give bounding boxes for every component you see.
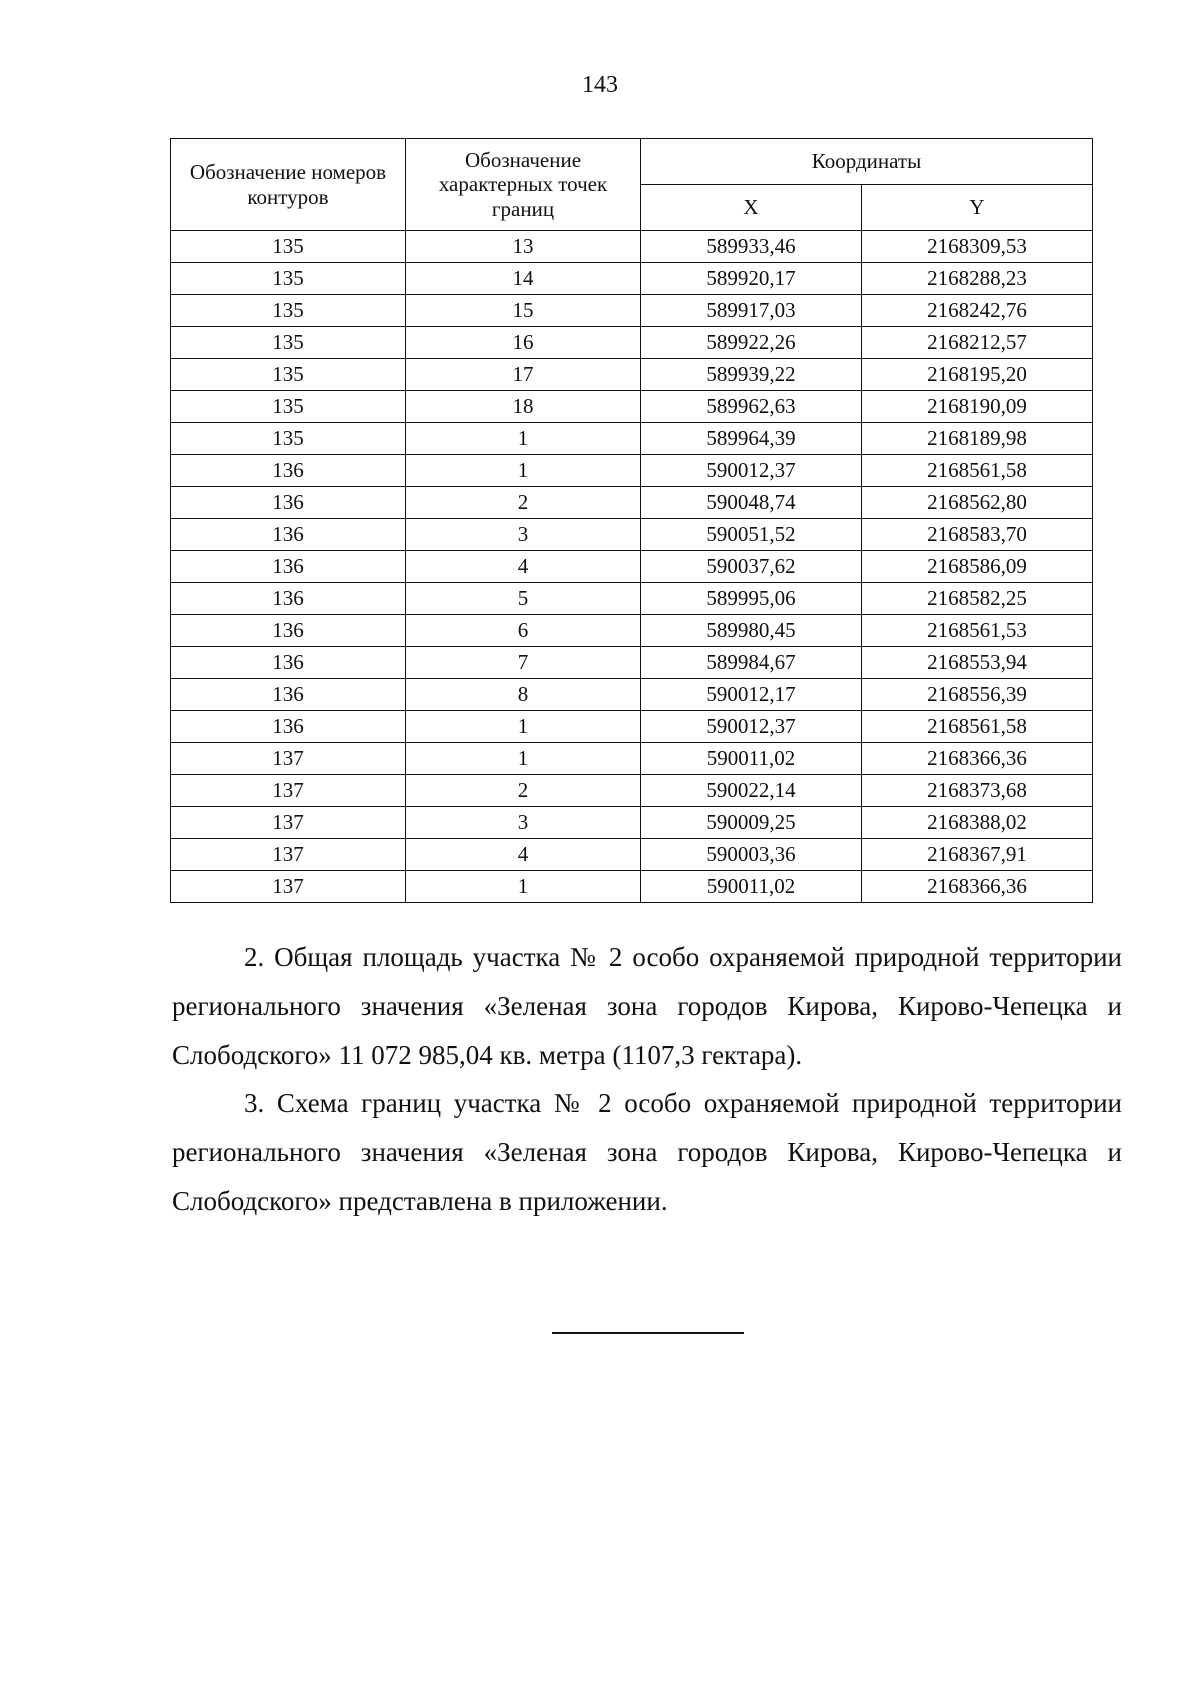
table-row	[171, 391, 1093, 423]
contour-number-cell: 135	[171, 295, 406, 327]
contour-number-cell: 136	[171, 647, 406, 679]
point-number-cell: 2	[406, 775, 641, 807]
y-coordinate-cell: 2168190,09	[862, 391, 1093, 423]
point-number-cell: 13	[406, 231, 641, 263]
point-number-cell: 4	[406, 551, 641, 583]
x-coordinate-cell: 590009,25	[641, 807, 862, 839]
table-row	[171, 359, 1093, 391]
contour-number-cell: 135	[171, 423, 406, 455]
point-number-cell: 8	[406, 679, 641, 711]
point-number-cell: 14	[406, 263, 641, 295]
table-row	[171, 615, 1093, 647]
table-row	[171, 519, 1093, 551]
table-row	[171, 775, 1093, 807]
table-row	[171, 423, 1093, 455]
x-coordinate-cell: 589964,39	[641, 423, 862, 455]
y-coordinate-cell: 2168586,09	[862, 551, 1093, 583]
header-contour-numbers: Обозначение номеров контуров	[171, 139, 406, 231]
paragraph-text: 2. Общая площадь участка № 2 особо охраняемой природной территории регионального значения «Зеленая зона городов Кирова, Кирово-Чепецка и Слободского» 11 072 985,04 кв. метра (1107,3 гектара).	[172, 942, 1122, 1070]
x-coordinate-cell: 590003,36	[641, 839, 862, 871]
x-coordinate-cell: 590051,52	[641, 519, 862, 551]
table-row	[171, 327, 1093, 359]
point-number-cell: 4	[406, 839, 641, 871]
contour-number-cell: 135	[171, 263, 406, 295]
contour-number-cell: 135	[171, 231, 406, 263]
point-number-cell: 5	[406, 583, 641, 615]
y-coordinate-cell: 2168373,68	[862, 775, 1093, 807]
point-number-cell: 7	[406, 647, 641, 679]
page-number: 143	[582, 72, 618, 98]
table-row	[171, 743, 1093, 775]
paragraph-text: 3. Схема границ участка № 2 особо охраняемой природной территории регионального значения «Зеленая зона городов Кирова, Кирово-Чепецка и Слободского» представлена в приложении.	[172, 1088, 1122, 1216]
table-row	[171, 487, 1093, 519]
coordinates-table	[170, 138, 1093, 903]
x-coordinate-cell: 589917,03	[641, 295, 862, 327]
point-number-cell: 17	[406, 359, 641, 391]
point-number-cell: 6	[406, 615, 641, 647]
contour-number-cell: 135	[171, 359, 406, 391]
contour-number-cell: 137	[171, 871, 406, 903]
header-coordinates: Координаты	[641, 139, 1093, 185]
table-row	[171, 807, 1093, 839]
y-coordinate-cell: 2168561,58	[862, 455, 1093, 487]
x-coordinate-cell: 589962,63	[641, 391, 862, 423]
point-number-cell: 18	[406, 391, 641, 423]
y-coordinate-cell: 2168189,98	[862, 423, 1093, 455]
y-coordinate-cell: 2168288,23	[862, 263, 1093, 295]
x-coordinate-cell: 590037,62	[641, 551, 862, 583]
y-coordinate-cell: 2168195,20	[862, 359, 1093, 391]
point-number-cell: 16	[406, 327, 641, 359]
table-row	[171, 583, 1093, 615]
y-coordinate-cell: 2168553,94	[862, 647, 1093, 679]
point-number-cell: 1	[406, 455, 641, 487]
table-row	[171, 231, 1093, 263]
contour-number-cell: 137	[171, 743, 406, 775]
x-coordinate-cell: 589939,22	[641, 359, 862, 391]
contour-number-cell: 135	[171, 391, 406, 423]
point-number-cell: 1	[406, 743, 641, 775]
contour-number-cell: 135	[171, 327, 406, 359]
point-number-cell: 3	[406, 519, 641, 551]
y-coordinate-cell: 2168582,25	[862, 583, 1093, 615]
point-number-cell: 3	[406, 807, 641, 839]
x-coordinate-cell: 589922,26	[641, 327, 862, 359]
table-row	[171, 295, 1093, 327]
contour-number-cell: 136	[171, 583, 406, 615]
x-coordinate-cell: 589984,67	[641, 647, 862, 679]
contour-number-cell: 136	[171, 711, 406, 743]
point-number-cell: 1	[406, 423, 641, 455]
y-coordinate-cell: 2168366,36	[862, 871, 1093, 903]
x-coordinate-cell: 590048,74	[641, 487, 862, 519]
x-coordinate-cell: 590012,37	[641, 455, 862, 487]
header-x: X	[641, 185, 862, 231]
y-coordinate-cell: 2168561,58	[862, 711, 1093, 743]
paragraph-boundary-scheme	[172, 1079, 1122, 1226]
y-coordinate-cell: 2168367,91	[862, 839, 1093, 871]
y-coordinate-cell: 2168366,36	[862, 743, 1093, 775]
x-coordinate-cell: 590012,17	[641, 679, 862, 711]
x-coordinate-cell: 589995,06	[641, 583, 862, 615]
contour-number-cell: 137	[171, 775, 406, 807]
y-coordinate-cell: 2168556,39	[862, 679, 1093, 711]
point-number-cell: 2	[406, 487, 641, 519]
x-coordinate-cell: 590011,02	[641, 871, 862, 903]
y-coordinate-cell: 2168212,57	[862, 327, 1093, 359]
y-coordinate-cell: 2168562,80	[862, 487, 1093, 519]
paragraph-total-area	[172, 933, 1122, 1080]
x-coordinate-cell: 590012,37	[641, 711, 862, 743]
contour-number-cell: 136	[171, 679, 406, 711]
point-number-cell: 1	[406, 711, 641, 743]
table-row	[171, 551, 1093, 583]
point-number-cell: 1	[406, 871, 641, 903]
contour-number-cell: 136	[171, 519, 406, 551]
end-rule-divider	[552, 1332, 744, 1334]
y-coordinate-cell: 2168561,53	[862, 615, 1093, 647]
header-boundary-points: Обозначение характерных точек границ	[406, 139, 641, 231]
contour-number-cell: 137	[171, 839, 406, 871]
contour-number-cell: 136	[171, 455, 406, 487]
contour-number-cell: 136	[171, 615, 406, 647]
y-coordinate-cell: 2168309,53	[862, 231, 1093, 263]
table-row	[171, 679, 1093, 711]
x-coordinate-cell: 590011,02	[641, 743, 862, 775]
y-coordinate-cell: 2168583,70	[862, 519, 1093, 551]
table-row	[171, 871, 1093, 903]
point-number-cell: 15	[406, 295, 641, 327]
x-coordinate-cell: 589933,46	[641, 231, 862, 263]
table-row	[171, 263, 1093, 295]
table-row	[171, 455, 1093, 487]
x-coordinate-cell: 590022,14	[641, 775, 862, 807]
table-row	[171, 711, 1093, 743]
header-y: Y	[862, 185, 1093, 231]
table-row	[171, 839, 1093, 871]
x-coordinate-cell: 589920,17	[641, 263, 862, 295]
y-coordinate-cell: 2168388,02	[862, 807, 1093, 839]
y-coordinate-cell: 2168242,76	[862, 295, 1093, 327]
x-coordinate-cell: 589980,45	[641, 615, 862, 647]
contour-number-cell: 136	[171, 551, 406, 583]
contour-number-cell: 136	[171, 487, 406, 519]
table-body	[171, 231, 1093, 903]
table-row	[171, 647, 1093, 679]
contour-number-cell: 137	[171, 807, 406, 839]
